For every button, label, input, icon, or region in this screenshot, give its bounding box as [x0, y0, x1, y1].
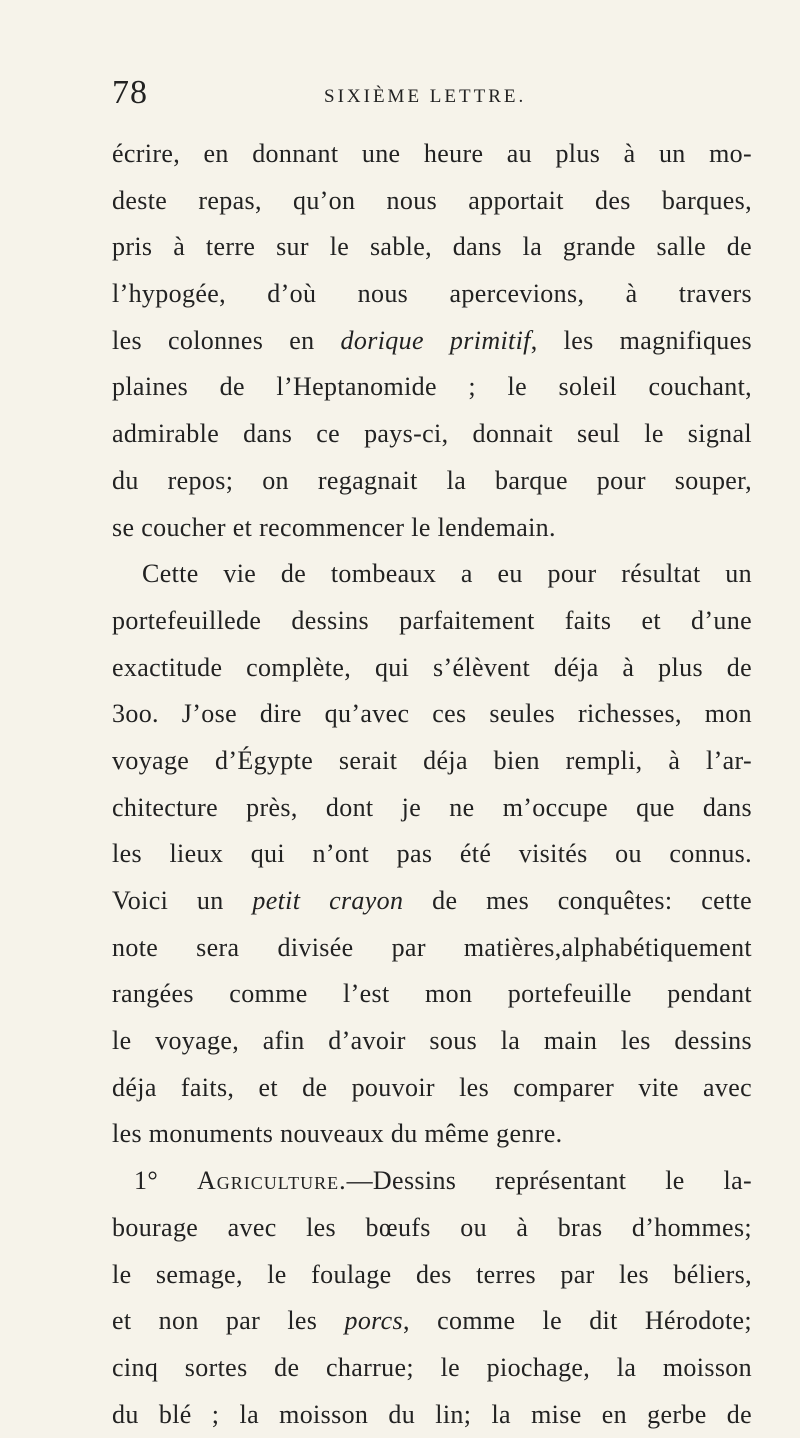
text-line [112, 1345, 752, 1392]
text-line [112, 178, 752, 225]
text-segment: , les magnifiques [530, 325, 753, 355]
italic-text: petit crayon [252, 886, 404, 915]
page-number: 78 [112, 74, 148, 111]
text-line [112, 925, 752, 972]
text-line [112, 1392, 752, 1438]
italic-text: dorique primitif [340, 325, 531, 355]
body-text [112, 131, 752, 1438]
page-header [112, 74, 732, 118]
text-segment: Voici un [112, 886, 253, 915]
text-line [112, 505, 752, 552]
text-segment: note sera divisée par matières,alphabétiquement [112, 932, 752, 962]
text-segment: pris à terre sur le sable, dans la grande salle de [112, 232, 752, 262]
text-segment: voyage d’Égypte serait déja bien rempli, à l’ar- [112, 745, 752, 775]
text-segment: du blé ; la moisson du lin; la mise en gerbe de [112, 1399, 752, 1429]
section-heading: Agriculture. [196, 1166, 347, 1196]
italic-text: porcs [344, 1306, 404, 1336]
text-segment: les colonnes en [112, 325, 341, 355]
text-segment: Cette vie de tombeaux a eu pour résultat un [142, 559, 752, 589]
text-line [112, 1298, 752, 1345]
text-segment: se coucher et recommencer le lendemain. [112, 512, 556, 542]
text-segment: l’hypogée, d’où nous apercevions, à travers [112, 279, 752, 309]
text-segment: cinq sortes de charrue; le piochage, la moisson [112, 1352, 752, 1382]
text-line [112, 691, 752, 738]
text-line [112, 1111, 752, 1158]
text-line [112, 831, 752, 878]
text-line [112, 1018, 752, 1065]
text-segment: 1° [134, 1166, 197, 1196]
text-segment: deste repas, qu’on nous apportait des barques, [112, 185, 752, 215]
text-segment: bourage avec les bœufs ou à bras d’hommes; [112, 1212, 752, 1242]
text-line [112, 318, 752, 365]
text-line [112, 224, 752, 271]
text-segment: 3oo. J’ose dire qu’avec ces seules richesses, mon [112, 699, 752, 729]
text-segment: écrire, en donnant une heure au plus à un mo- [112, 139, 752, 168]
text-segment: les lieux qui n’ont pas été visités ou connus. [112, 839, 752, 869]
running-head: SIXIÈME LETTRE. [324, 86, 527, 107]
text-segment: chitecture près, dont je ne m’occupe que dans [112, 792, 752, 822]
text-line [112, 1158, 752, 1205]
text-line [112, 738, 752, 785]
text-segment: exactitude complète, qui s’élèvent déja à plus de [112, 652, 752, 682]
text-segment: déja faits, et de pouvoir les comparer vite avec [112, 1072, 752, 1102]
text-line [112, 1065, 752, 1112]
text-line [112, 271, 752, 318]
text-segment: et non par les [112, 1306, 345, 1336]
text-segment: , comme le dit Hérodote; [403, 1306, 752, 1336]
text-line [112, 411, 752, 458]
text-segment: admirable dans ce pays-ci, donnait seul le signal [112, 419, 752, 449]
text-line [112, 1205, 752, 1252]
text-segment: rangées comme l’est mon portefeuille pendant [112, 979, 752, 1009]
text-line [112, 458, 752, 505]
text-line [112, 878, 752, 925]
text-segment: de mes conquêtes: cette [403, 886, 753, 915]
text-segment: portefeuillede dessins parfaitement faits et d’une [112, 605, 752, 635]
text-segment: les monuments nouveaux du même genre. [112, 1119, 563, 1149]
text-line [112, 971, 752, 1018]
text-line [112, 551, 752, 598]
text-line [112, 1252, 752, 1299]
text-line [112, 364, 752, 411]
text-segment: du repos; on regagnait la barque pour souper, [112, 465, 752, 495]
text-segment: le semage, le foulage des terres par les béliers, [112, 1259, 752, 1289]
text-line [112, 131, 752, 178]
text-segment: le voyage, afin d’avoir sous la main les dessins [112, 1026, 752, 1056]
text-segment: —Dessins représentant le la- [346, 1166, 752, 1196]
text-line [112, 598, 752, 645]
text-line [112, 645, 752, 692]
text-segment: plaines de l’Heptanomide ; le soleil couchant, [112, 372, 752, 402]
text-line [112, 785, 752, 832]
